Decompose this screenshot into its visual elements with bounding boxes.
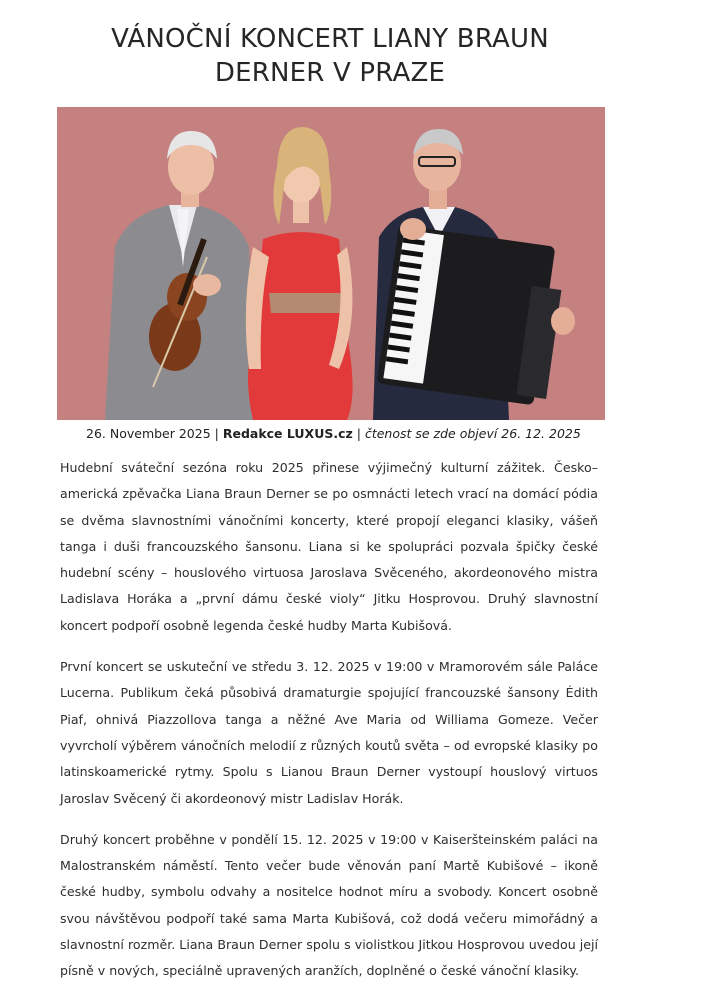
article-title: VÁNOČNÍ KONCERT LIANY BRAUN DERNER V PRAZE [111,24,549,88]
publish-date: 26. November 2025 [86,426,211,441]
paragraph: Druhý koncert proběhne v pondělí 15. 12. 2025 v 19:00 v Kaiseršteinském paláci na Malostranském náměstí. Tento večer bude věnován paní Martě Kubišové – ikoně české hudby, symbolu odvahy a nositelce hodnot míru a svobody. Koncert osobně svou návštěvou podpoří také sama Marta Kubišová, což dodá večeru mimořádný a slavnostní rozměr. Liana Braun Derner spolu s violistkou Jitkou Hosprovou uvedou její písně v nových, speciálně upravených aranžích, doplněné o české vánoční klasiky. [60,831,598,979]
musicians-illustration [57,107,605,420]
meta-separator-2: | [352,426,365,441]
paragraph: Hudební sváteční sezóna roku 2025 přinese výjimečný kulturní zážitek. Česko–americká zpěvačka Liana Braun Derner se po osmnácti letech vrací na domácí pódia se dvěma slavnostními vánočními koncerty, které propojí eleganci klasiky, vášeň tanga i duši francouzského šansonu. Liana si ke spolupráci pozvala špičky české hudební scény – houslového virtuosa Jaroslava Svěceného, akordeonového mistra Ladislava Horáka a „první dámu české violy“ Jitku Hosprovou. Druhý slavnostní koncert podpoří osobně legenda české hudby Marta Kubišová. [60,460,598,633]
article-meta [86,425,646,443]
article-body [60,455,598,1000]
readership-note: čtenost se zde objeví 26. 12. 2025 [364,426,581,441]
violinist-figure [105,131,257,420]
meta-separator: | [210,426,223,441]
paragraph: První koncert se uskuteční ve středu 3. 12. 2025 v 19:00 v Mramorovém sále Paláce Lucerna. Publikum čeká působivá dramaturgie spojující francouzské šansony Édith Piaf, ohnivá Piazzollova tanga a něžné Ave Maria od Williama Gomeze. Večer vyvrcholí výběrem vánočních melodií z různých koutů světa – od evropské klasiky po latinskoamerické rytmy. Spolu s Lianou Braun Derner vystoupí houslový virtuos Jaroslav Svěcený či akordeonový mistr Ladislav Horák. [60,659,598,806]
hero-photo [57,107,605,420]
singer-figure [246,127,353,420]
author-link[interactable]: Redakce LUXUS.cz [222,426,353,441]
accordionist-figure [373,129,575,420]
accordion-icon [377,225,562,405]
